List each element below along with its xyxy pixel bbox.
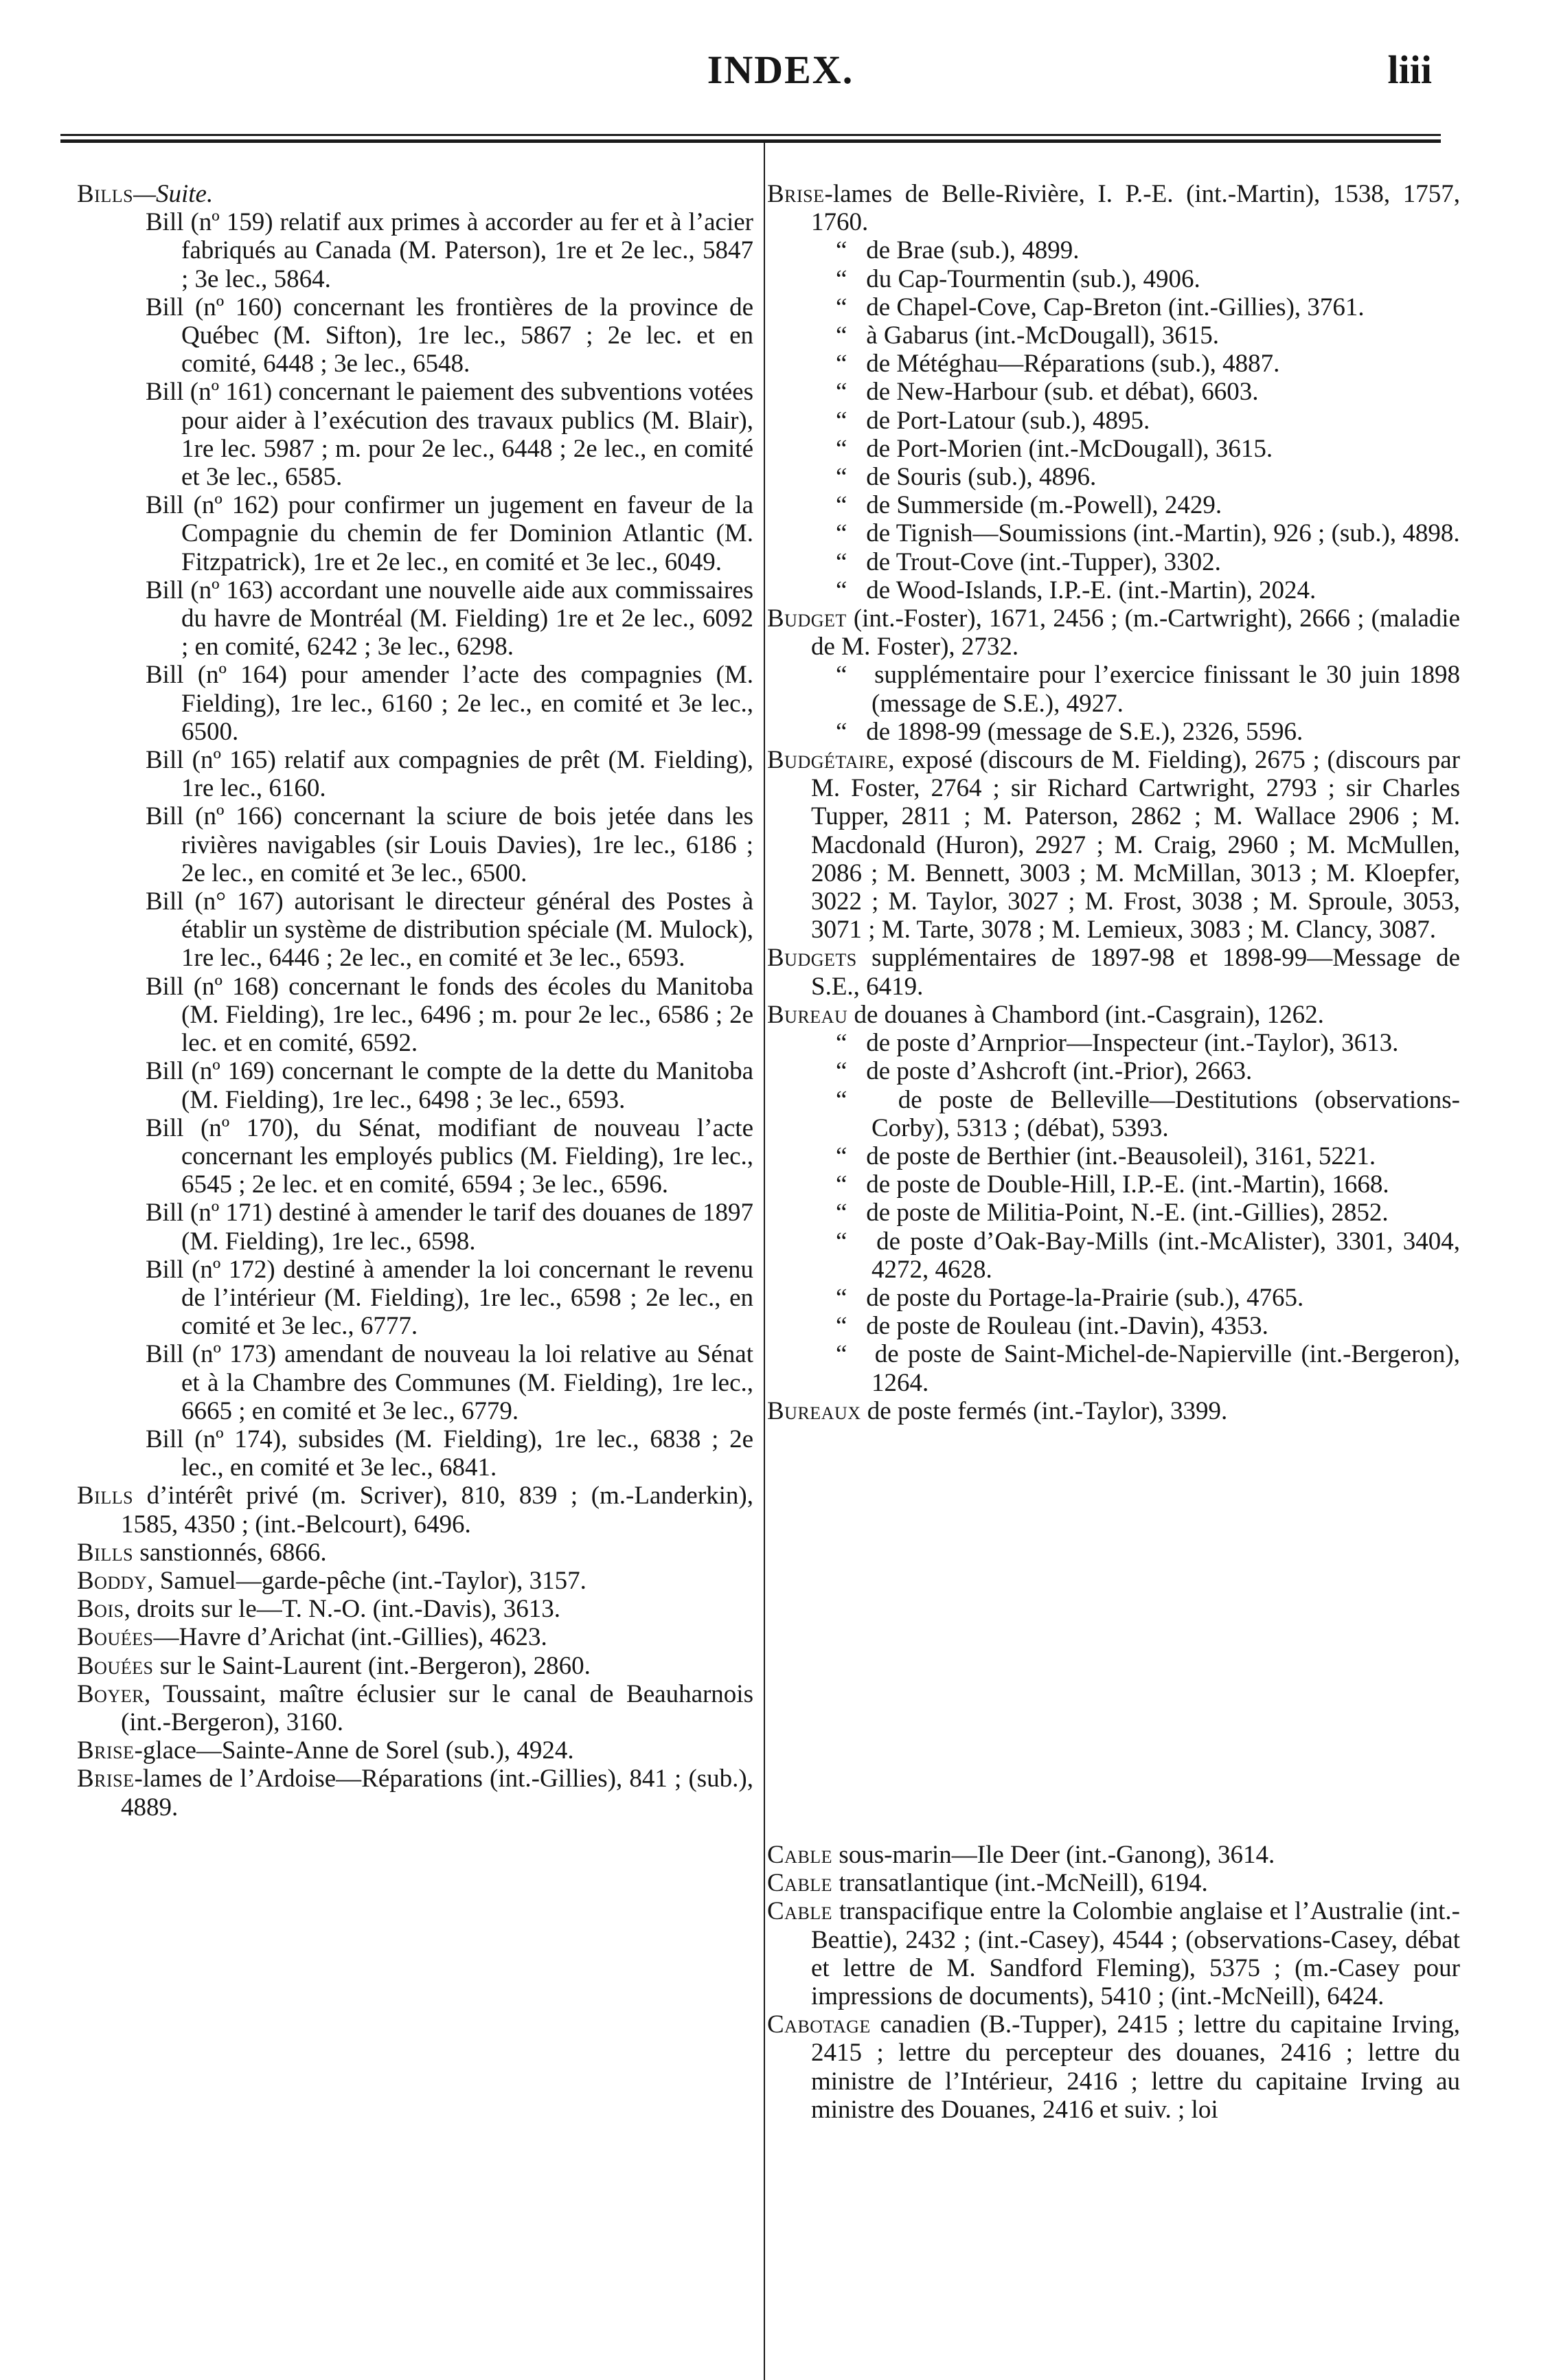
sub-entry-text: du Cap-Tourmentin (sub.), 4906. <box>866 264 1200 293</box>
sub-entry-text: de poste de Militia-Point, N.-E. (int.-Gillies), 2852. <box>866 1199 1389 1227</box>
sub-entry-text: de Souris (sub.), 4896. <box>866 463 1097 492</box>
headword: Boyer <box>77 1679 144 1708</box>
bill-entry: Bill (nº 170), du Sénat, modifiant de nouveau l’acte concernant les employés publics (M. Fielding), 1re lec., 6545 ; 2e lec. et en comité, 6594 ; 3e lec., 6596. <box>146 1113 753 1199</box>
sub-entry <box>767 718 1460 746</box>
sub-entry-text: de poste d’Oak-Bay-Mills (int.-McAlister), 3301, 3404, 4272, 4628. <box>871 1227 1461 1284</box>
sub-entry-text: de poste du Portage-la-Prairie (sub.), 4765. <box>866 1283 1304 1312</box>
entry-text: sous-marin—Ile Deer (int.-Ganong), 3614. <box>832 1841 1275 1869</box>
bill-entry: Bill (nº 161) concernant le paiement des subventions votées pour aider à l’exécution des travaux publics (M. Blair), 1re lec. 5987 ; m. pour 2e lec., 6448 ; 2e lec., en comité et 3e lec., 6585. <box>146 378 753 492</box>
sub-entry <box>767 265 1460 293</box>
ditto-mark: “ <box>836 1142 847 1170</box>
entry-text: de poste fermés (int.-Taylor), 3399. <box>861 1396 1228 1425</box>
bill-entry: Bill (nº 173) amendant de nouveau la loi relative au Sénat et à la Chambre des Communes (M. Fielding), 1re lec., 6665 ; en comité et 3e lec., 6779. <box>146 1340 753 1425</box>
sub-entry <box>767 236 1460 264</box>
right-column <box>767 180 1460 1425</box>
index-entry <box>767 1841 1460 1869</box>
sub-entry-text: de Météghau—Réparations (sub.), 4887. <box>866 350 1280 378</box>
index-entry <box>767 2010 1460 2124</box>
sub-entry <box>767 435 1460 463</box>
sub-entry-text: de Brae (sub.), 4899. <box>866 236 1080 265</box>
index-entry <box>77 1482 753 1538</box>
sub-entry-text: de Chapel-Cove, Cap-Breton (int.-Gillies), 3761. <box>866 293 1365 321</box>
sub-entry <box>767 350 1460 378</box>
sub-entry <box>767 1199 1460 1227</box>
sub-entry <box>767 1284 1460 1312</box>
sub-entry-text: de poste de Saint-Michel-de-Napierville (int.-Bergeron), 1264. <box>871 1340 1460 1397</box>
entry-text: transpacifique entre la Colombie anglaise et l’Australie (int.-Beattie), 2432 ; (int.-Casey), 4544 ; (observations-Casey, débat et lettre de M. Sandford Fleming), 5375 ; (m.-Casey pour impressions de documents), 5410 ; (int.-McNeill), 6424. <box>811 1897 1460 2011</box>
continuation-label: —Suite. <box>133 180 214 208</box>
ditto-mark: “ <box>836 519 847 548</box>
index-entry <box>767 180 1460 236</box>
index-entry <box>77 1567 753 1595</box>
entry-text: , exposé (discours de M. Fielding), 2675 ; (discours par M. Foster, 2764 ; sir Richard Cartwright, 2793 ; sir Charles Tupper, 2811 ; M. Paterson, 2862 ; M. Wallace 2906 ; M. Macdonald (Huron), 2927 ; M. Craig, 2960 ; M. McMullen, 2086 ; M. Bennett, 3003 ; M. McMillan, 3013 ; M. Kloepfer, 3022 ; M. Taylor, 3027 ; M. Frost, 3038 ; M. Sproule, 3053, 3071 ; M. Tarte, 3078 ; M. Lemieux, 3083 ; M. Clancy, 3087. <box>811 746 1460 944</box>
bill-entry: Bill (nº 165) relatif aux compagnies de prêt (M. Fielding), 1re lec., 6160. <box>146 746 753 803</box>
sub-entry-text: de 1898-99 (message de S.E.), 2326, 5596. <box>866 717 1303 746</box>
sub-entry <box>767 1142 1460 1170</box>
ditto-mark: “ <box>836 1057 847 1086</box>
sub-entry-text: de poste de Belleville—Destitutions (observations-Corby), 5313 ; (débat), 5393. <box>871 1085 1461 1142</box>
index-entry <box>767 1897 1460 2010</box>
ditto-mark: “ <box>836 547 847 576</box>
sub-entry <box>767 321 1460 350</box>
index-entry <box>767 746 1460 944</box>
sub-entry-text: supplémentaire pour l’exercice finissant le 30 juin 1898 (message de S.E.), 4927. <box>871 661 1461 718</box>
index-entry <box>767 1397 1460 1425</box>
entry-text: —Havre d’Arichat (int.-Gillies), 4623. <box>153 1623 547 1652</box>
entry-text: supplémentaires de 1897-98 et 1898-99—Message de S.E., 6419. <box>811 944 1460 1001</box>
sub-entry <box>767 1029 1460 1057</box>
sub-entry <box>767 407 1460 435</box>
headword: Brise <box>767 180 825 208</box>
ditto-mark: “ <box>836 1029 847 1058</box>
ditto-mark: “ <box>836 350 847 378</box>
entry-text: -lames de l’Ardoise—Réparations (int.-Gillies), 841 ; (sub.), 4889. <box>121 1765 753 1822</box>
bill-entry: Bill (n° 167) autorisant le directeur général des Postes à établir un système de distribution spéciale (M. Mulock), 1re lec., 6446 ; 2e lec., en comité et 3e lec., 6593. <box>146 887 753 973</box>
bill-entry: Bill (nº 166) concernant la sciure de bois jetée dans les rivières navigables (sir Louis Davies), 1re lec., 6186 ; 2e lec., en comité et 3e lec., 6500. <box>146 802 753 887</box>
header-rule-thick <box>60 139 1441 143</box>
index-entry <box>77 1736 753 1765</box>
page-number: liii <box>1387 47 1432 92</box>
ditto-mark: “ <box>836 293 847 321</box>
entry-text: sur le Saint-Laurent (int.-Bergeron), 2860. <box>153 1651 591 1680</box>
ditto-mark: “ <box>836 661 847 690</box>
entry-text: -lames de Belle-Rivière, I. P.-E. (int.-Martin), 1538, 1757, 1760. <box>811 180 1460 237</box>
sub-entry <box>767 463 1460 491</box>
sub-entry-text: de poste d’Ashcroft (int.-Prior), 2663. <box>866 1057 1253 1086</box>
sub-entry-text: de Wood-Islands, I.P.-E. (int.-Martin), 2024. <box>866 576 1317 604</box>
entry-text: canadien (B.-Tupper), 2415 ; lettre du capitaine Irving, 2415 ; lettre du percepteur des douanes, 2416 ; lettre du ministre de l’Intérieur, 2416 ; lettre du capitaine Irving au ministre des Douanes, 2416 et suiv. ; loi <box>811 2010 1460 2124</box>
entry-text: transatlantique (int.-McNeill), 6194. <box>832 1869 1208 1898</box>
sub-entry <box>767 576 1460 604</box>
index-entry <box>77 1539 753 1567</box>
sub-entry <box>767 491 1460 519</box>
sub-entry-text: de Summerside (m.-Powell), 2429. <box>866 491 1222 520</box>
bill-entry: Bill (nº 160) concernant les frontières de la province de Québec (M. Sifton), 1re lec., 5867 ; 2e lec. et en comité, 6448 ; 3e lec., 6548. <box>146 293 753 378</box>
column-divider <box>764 141 765 2380</box>
ditto-mark: “ <box>836 1199 847 1227</box>
index-entry-continuation <box>77 180 753 208</box>
sub-entry-text: de New-Harbour (sub. et débat), 6603. <box>866 378 1259 407</box>
left-column <box>77 180 753 1822</box>
sub-entry <box>767 1086 1460 1142</box>
entry-text: sanstionnés, 6866. <box>133 1538 327 1567</box>
sub-entry <box>767 1312 1460 1340</box>
sub-entry-text: à Gabarus (int.-McDougall), 3615. <box>866 321 1219 350</box>
headword: Budget <box>767 604 847 633</box>
entry-text: de douanes à Chambord (int.-Casgrain), 1262. <box>847 1000 1324 1029</box>
entry-text: d’intérêt privé (m. Scriver), 810, 839 ; (m.-Landerkin), 1585, 4350 ; (int.-Belcourt), 6496. <box>121 1482 753 1539</box>
headword: Bills <box>77 180 134 208</box>
ditto-mark: “ <box>836 1170 847 1199</box>
sub-entry-text: de Port-Morien (int.-McDougall), 3615. <box>866 434 1273 463</box>
entry-text: (int.-Foster), 1671, 2456 ; (m.-Cartwright), 2666 ; (maladie de M. Foster), 2732. <box>811 604 1460 661</box>
ditto-mark: “ <box>836 1085 847 1114</box>
ditto-mark: “ <box>836 463 847 492</box>
bill-entry: Bill (nº 169) concernant le compte de la dette du Manitoba (M. Fielding), 1re lec., 6498 ; 3e lec., 6593. <box>146 1057 753 1114</box>
sub-entry <box>767 661 1460 717</box>
index-entry <box>767 1001 1460 1029</box>
headword: Bouées <box>77 1623 154 1652</box>
bill-entry: Bill (nº 159) relatif aux primes à accorder au fer et à l’acier fabriqués au Canada (M. Paterson), 1re et 2e lec., 5847 ; 3e lec., 5864. <box>146 208 753 293</box>
index-entry <box>77 1595 753 1623</box>
headword: Bills <box>77 1482 134 1510</box>
index-entry <box>767 1869 1460 1897</box>
index-entry <box>77 1623 753 1651</box>
sub-entry-text: de poste de Berthier (int.-Beausoleil), 3161, 5221. <box>866 1142 1376 1170</box>
entry-text: -glace—Sainte-Anne de Sorel (sub.), 4924. <box>134 1736 574 1765</box>
sub-entry <box>767 1340 1460 1396</box>
index-entry <box>77 1680 753 1736</box>
sub-entry-text: de poste de Rouleau (int.-Davin), 4353. <box>866 1312 1268 1341</box>
page-header <box>0 43 1561 104</box>
sub-entry <box>767 378 1460 406</box>
headword: Budgets <box>767 944 857 973</box>
headword: Budgétaire <box>767 746 889 775</box>
sub-entry <box>767 1170 1460 1199</box>
sub-entry-text: de poste de Double-Hill, I.P.-E. (int.-Martin), 1668. <box>866 1170 1389 1199</box>
headword: Brise <box>77 1736 135 1765</box>
headword: Bills <box>77 1538 134 1567</box>
sub-entry <box>767 548 1460 576</box>
ditto-mark: “ <box>836 378 847 407</box>
ditto-mark: “ <box>836 321 847 350</box>
bill-entry: Bill (nº 163) accordant une nouvelle aide aux commissaires du havre de Montréal (M. Fielding) 1re et 2e lec., 6092 ; en comité, 6242 ; 3e lec., 6298. <box>146 576 753 661</box>
ditto-mark: “ <box>836 1227 847 1256</box>
headword: Bouées <box>77 1651 154 1680</box>
headword: Boddy <box>77 1566 148 1595</box>
ditto-mark: “ <box>836 1340 847 1369</box>
ditto-mark: “ <box>836 576 847 604</box>
sub-entry-text: de Trout-Cove (int.-Tupper), 3302. <box>866 547 1221 576</box>
ditto-mark: “ <box>836 491 847 520</box>
sub-entry <box>767 519 1460 547</box>
ditto-mark: “ <box>836 717 847 746</box>
index-entry <box>767 604 1460 661</box>
bill-entry: Bill (nº 164) pour amender l’acte des compagnies (M. Fielding), 1re lec., 6160 ; 2e lec., en comité et 3e lec., 6500. <box>146 661 753 746</box>
index-entry <box>767 944 1460 1000</box>
entry-text: , Toussaint, maître éclusier sur le canal de Beauharnois (int.-Bergeron), 3160. <box>121 1679 753 1736</box>
index-entry <box>77 1765 753 1821</box>
sub-entry-text: de poste d’Arnprior—Inspecteur (int.-Taylor), 3613. <box>866 1029 1399 1058</box>
ditto-mark: “ <box>836 1283 847 1312</box>
page-title: INDEX. <box>707 47 854 92</box>
ditto-mark: “ <box>836 1312 847 1341</box>
headword: Cable <box>767 1897 833 1926</box>
sub-entry-text: de Tignish—Soumissions (int.-Martin), 926 ; (sub.), 4898. <box>866 519 1460 548</box>
bill-entry: Bill (nº 171) destiné à amender le tarif des douanes de 1897 (M. Fielding), 1re lec., 6598. <box>146 1199 753 1256</box>
bill-entry: Bill (nº 162) pour confirmer un jugement en faveur de la Compagnie du chemin de fer Dominion Atlantic (M. Fitzpatrick), 1re et 2e lec., en comité et 3e lec., 6049. <box>146 491 753 576</box>
ditto-mark: “ <box>836 264 847 293</box>
bill-entry: Bill (nº 174), subsides (M. Fielding), 1re lec., 6838 ; 2e lec., en comité et 3e lec., 6841. <box>146 1425 753 1482</box>
ditto-mark: “ <box>836 236 847 265</box>
ditto-mark: “ <box>836 434 847 463</box>
sub-entry <box>767 1057 1460 1085</box>
entry-text: , droits sur le—T. N.-O. (int.-Davis), 3613. <box>124 1595 560 1624</box>
right-column-lower <box>767 1841 1460 2124</box>
sub-entry-text: de Port-Latour (sub.), 4895. <box>866 406 1150 435</box>
headword: Bois <box>77 1595 124 1624</box>
header-rule-thin <box>60 134 1441 136</box>
bill-entry: Bill (nº 168) concernant le fonds des écoles du Manitoba (M. Fielding), 1re lec., 6496 ; m. pour 2e lec., 6586 ; 2e lec. et en comité, 6592. <box>146 972 753 1058</box>
headword: Bureau <box>767 1000 848 1029</box>
sub-entry <box>767 1227 1460 1284</box>
index-entry <box>77 1652 753 1680</box>
headword: Brise <box>77 1765 135 1793</box>
headword: Bureaux <box>767 1396 861 1425</box>
headword: Cable <box>767 1841 833 1869</box>
entry-text: , Samuel—garde-pêche (int.-Taylor), 3157. <box>147 1566 586 1595</box>
sub-entry <box>767 293 1460 321</box>
headword: Cable <box>767 1869 833 1898</box>
headword: Cabotage <box>767 2010 871 2039</box>
bill-entry: Bill (nº 172) destiné à amender la loi concernant le revenu de l’intérieur (M. Fielding), 1re lec., 6598 ; 2e lec., en comité et 3e lec., 6777. <box>146 1255 753 1341</box>
ditto-mark: “ <box>836 406 847 435</box>
